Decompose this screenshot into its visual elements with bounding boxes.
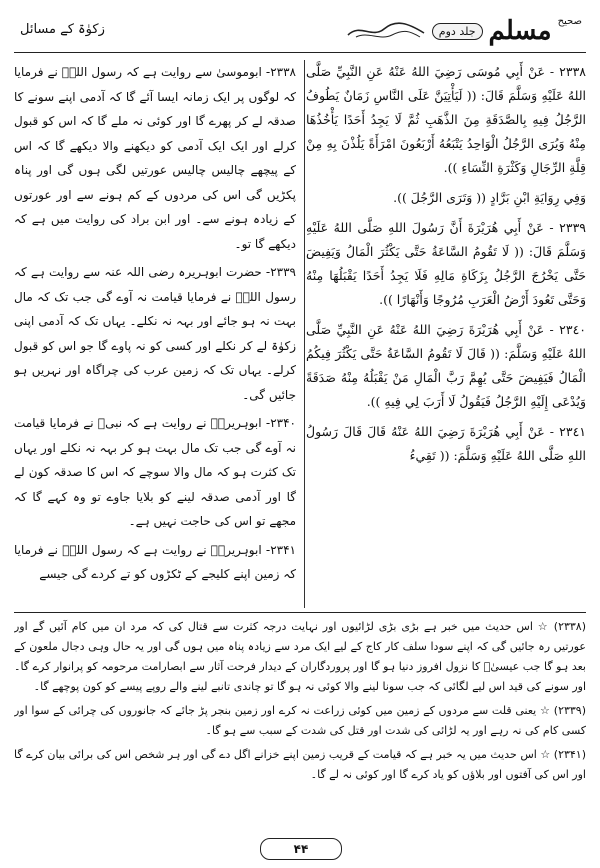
page-header — [14, 10, 586, 53]
book-title: مسلم — [488, 16, 552, 46]
urdu-translation-2339: ۲۳۳۹- حضرت ابوہریرہ رضی اللہ عنہ سے روایت ہے کہ رسول اللہؐ نے فرمایا قیامت نہ آوے گی جب تک کہ مال بہت نہ ہو جائے اور بہہ نہ نکلے۔ یہاں تک کہ آدمی اپنی زکوٰۃ لے کر نکلے اور کسی کو نہ پاوے گا جو اس کو قبول کرلے۔ یہاں تک کہ زمین عرب کی چراگاہ اور نہریں ہو جائیں گی۔ — [14, 265, 296, 402]
footnote-2341: (۲۳۴۱) ☆ اس حدیث میں یہ خبر ہے کہ قیامت کے قریب زمین اپنے خزانے اگل دے گی اور ہر شخص اس کی برائی بیان کرے گا اور اس کی آفتوں اور بلاؤں کو یاد کرے گا اور کوئی نہ لے گا۔ — [14, 748, 586, 781]
urdu-translation-2341: ۲۳۴۱- ابوہریرہؓ نے روایت ہے کہ رسول اللہؐ نے فرمایا کہ زمین اپنے کلیجے کے ٹکڑوں کو تے کردے گی جیسے — [14, 542, 296, 581]
footnote-2339: (۲۳۳۹) ☆ یعنی قلت سے مردوں کے زمین میں کوئی زراعت نہ کرے اور زمین بنجر پڑ جائے کہ جانوروں کی چرائی کے سوا اور کسی کام کی نہ رہے اور یہ لڑائی کی شدت اور قتل کی شدت کے سبب سے ہو گا۔ — [14, 704, 586, 737]
column-divider — [304, 60, 305, 608]
chapter-title: زکوٰۃ کے مسائل — [20, 22, 105, 37]
book-title-prefix: صحیح — [557, 15, 582, 27]
footnotes — [14, 612, 586, 831]
volume-badge: جلد دوم — [432, 23, 483, 40]
arabic-hadith-2341: ٢٣٤١ - عَنْ أَبِي هُرَيْرَةَ رَضِيَ اللهُ عَنْهُ قَالَ قَالَ رَسُولُ اللهِ صَلَّى اللهُ عَلَيْهِ وَسَلَّمَ: (( تَقِيءُ — [306, 424, 586, 463]
page-number: ۴۴ — [260, 838, 342, 860]
arabic-variant-note: وَفِي رِوَايَةِ ابْنِ بَرَّادٍ (( وَتَرَى الرَّجُلَ )). — [393, 190, 586, 205]
arabic-hadith-2338: ٢٣٣٨ - عَنْ أَبِي مُوسَى رَضِيَ اللهُ عَنْهُ عَنِ النَّبِيِّ صَلَّى اللهُ عَلَيْهِ وَسَلَّمَ قَالَ: (( لَيَأْتِيَنَّ عَلَى النَّاسِ زَمَانٌ يَطُوفُ الرَّجُلُ فِيهِ بِالصَّدَقَةِ مِنَ الذَّهَبِ ثُمَّ لَا يَجِدُ أَحَدًا يَأْخُذُهَا مِنْهُ وَيُرَى الرَّجُلُ الْوَاحِدُ يَتْبَعُهُ أَرْبَعُونَ امْرَأَةً يَلُذْنَ بِهِ مِنْ قِلَّةِ الرِّجَالِ وَكَثْرَةِ النِّسَاءِ )). — [306, 64, 586, 175]
footnote-2338: (۲۳۳۸) ☆ اس حدیث میں خبر ہے بڑی بڑی لڑائیوں اور نہایت درجہ کثرت سے قتال کی کہ مرد ان میں کام آئیں گے اور عورتیں رہ جائیں گی کہ اپنے سودا سلف کار کاج کے لیے ایک مرد سے زیادہ پناہ میں ہوں گی اور یہ حال وہی دجال ملعون کے بعد ہو گا جب عیسیٰؑ کا نزول افروز دنیا ہو گا اور پروردگاران کے دیدار فرحت آثار سے ابصارامت مرحومہ کو پرانوار کرے گا۔ اور سونے کی قید اس لیے لگائی کہ جب سونا لینے والا کوئی نہ ہو گا تو چاندی تانبے لینے والے روپے پیسے کو کون پوچھے گا۔ — [14, 620, 586, 693]
book-title-block — [346, 12, 582, 50]
urdu-translation-2338: ۲۳۳۸- ابوموسیٰ سے روایت ہے کہ رسول اللہؐ نے فرمایا کہ لوگوں پر ایک زمانہ ایسا آئے گا کہ آدمی اپنے سونے کا صدقہ لے کر پھرے گا اور کوئی نہ ملے گا کہ اس کو قبول کرلے اور ایک ایک آدمی کو دیکھنے والا دیکھے گا کہ اس کے پیچھے چالیس چالیس عورتیں لگی ہوں گی اور پناہ پکڑیں گی اس کی مردوں کے کم ہونے سے اور عورتوں کے زیادہ ہونے سے۔ اور ابن براد کی روایت میں ہے کہ دیکھے گا تو۔ — [14, 65, 296, 251]
arabic-column — [306, 60, 586, 608]
arabic-hadith-2339: ٢٣٣٩ - عَنْ أَبِي هُرَيْرَةَ أَنَّ رَسُولَ اللهِ صَلَّى اللهُ عَلَيْهِ وَسَلَّمَ قَالَ: (( لَا تَقُومُ السَّاعَةُ حَتَّى يَكْثُرَ الْمَالُ وَيَفِيضَ حَتَّى يَخْرُجَ الرَّجُلُ بِزَكَاةِ مَالِهِ فَلَا يَجِدُ أَحَدًا يَقْبَلُهَا مِنْهُ وَحَتَّى تَعُودَ أَرْضُ الْعَرَبِ مُرُوجًا وَأَنْهَارًا )). — [306, 220, 586, 307]
calligraphy-ornament-icon — [346, 21, 426, 41]
urdu-translation-2340: ۲۳۴۰- ابوہریرہؓ نے روایت ہے کہ نبیؐ نے فرمایا قیامت نہ آوے گی جب تک مال بہت ہو کر بہہ نہ نکلے اور یہاں تک کثرت ہو کہ مال والا سوچے کہ اس کا صدقہ کون لے گا اور آدمی صدقہ لینے کو بلایا جاوے تو وہ کہے گا کہ مجھے تو اس کی حاجت نہیں ہے۔ — [14, 416, 296, 528]
two-column-body — [14, 60, 586, 608]
urdu-column — [14, 60, 296, 608]
arabic-hadith-2340: ٢٣٤٠ - عَنْ أَبِي هُرَيْرَةَ رَضِيَ اللهُ عَنْهُ عَنِ النَّبِيِّ صَلَّى اللهُ عَلَيْهِ وَسَلَّمَ: (( قَالَ لَا تَقُومُ السَّاعَةُ حَتَّى يَكْثُرَ فِيكُمُ الْمَالُ فَيَفِيضَ حَتَّى يُهِمَّ رَبَّ الْمَالِ مَنْ يَقْبَلُهُ مِنْهُ صَدَقَةً وَيُدْعَى إِلَيْهِ الرَّجُلُ فَيَقُولُ لَا أَرَبَ لِي فِيهِ )). — [306, 322, 586, 409]
